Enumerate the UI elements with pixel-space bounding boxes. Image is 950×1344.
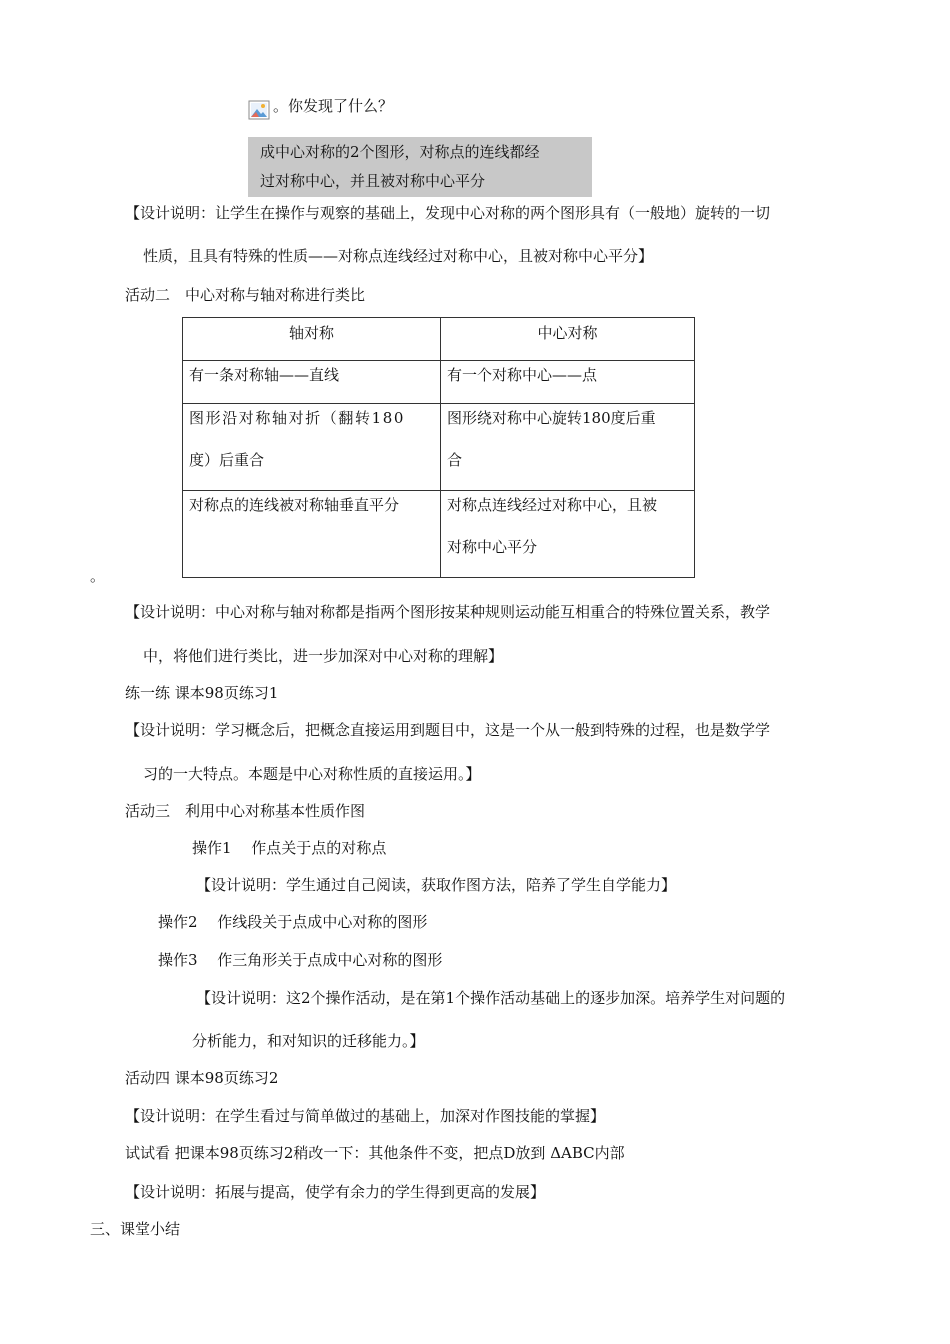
table-row [183, 491, 695, 578]
design-note-4: 【设计说明：在学生看过与简单做过的基础上，加深对作图技能的掌握】 [125, 1107, 606, 1125]
design-note-5: 【设计说明：拓展与提高，使学有余力的学生得到更高的发展】 [125, 1183, 546, 1201]
design-note-ops-line-2: 分析能力，和对知识的迁移能力。】 [192, 1032, 425, 1050]
design-note-3-line-2: 习的一大特点。本题是中心对称性质的直接运用。】 [143, 765, 481, 783]
operation-3: 操作3 作三角形关于点成中心对称的图形 [158, 951, 443, 969]
operation-1: 操作1 作点关于点的对称点 [192, 839, 387, 857]
table-cell: 图形绕对称中心旋转180度后重 合 [441, 404, 695, 491]
design-note-op1: 【设计说明：学生通过自己阅读，获取作图方法，陪养了学生自学能力】 [196, 876, 677, 894]
practice-1: 练一练 课本98页练习1 [125, 684, 279, 702]
design-note-2-line-2: 中，将他们进行类比，进一步加深对中心对称的理解】 [143, 647, 504, 665]
table-cell: 有一个对称中心——点 [441, 361, 695, 404]
table-cell: 图形沿对称轴对折（翻转180 度）后重合 [183, 404, 441, 491]
design-note-2-line-1: 【设计说明：中心对称与轴对称都是指两个图形按某种规则运动能互相重合的特殊位置关系，教学 [125, 603, 771, 621]
operation-2: 操作2 作线段关于点成中心对称的图形 [158, 913, 428, 931]
design-note-1-line-1: 【设计说明：让学生在操作与观察的基础上，发现中心对称的两个图形具有（一般地）旋转的一切 [125, 204, 771, 222]
answer-box [248, 137, 592, 197]
table-header-axial: 轴对称 [183, 318, 441, 361]
answer-line-1: 成中心对称的2个图形，对称点的连线都经 [260, 143, 540, 161]
activity-2-title: 活动二 中心对称与轴对称进行类比 [125, 286, 366, 304]
design-note-3-line-1: 【设计说明：学习概念后，把概念直接运用到题目中，这是一个从一般到特殊的过程，也是数学学 [125, 721, 771, 739]
table-row [183, 404, 695, 491]
comparison-table [182, 317, 695, 578]
answer-line-2: 过对称中心，并且被对称中心平分 [260, 172, 486, 190]
question-text: 。你发现了什么？ [273, 97, 394, 115]
broken-image-icon [248, 100, 270, 120]
try-it: 试试看 把课本98页练习2稍改一下：其他条件不变，把点D放到 ΔABC内部 [125, 1144, 625, 1162]
table-header-central: 中心对称 [441, 318, 695, 361]
table-row [183, 361, 695, 404]
after-table-mark: 。 [90, 567, 106, 585]
activity-4-title: 活动四 课本98页练习2 [125, 1069, 279, 1087]
activity-3-title: 活动三 利用中心对称基本性质作图 [125, 802, 366, 820]
table-header-row [183, 318, 695, 361]
design-note-ops-line-1: 【设计说明：这2个操作活动，是在第1个操作活动基础上的逐步加深。培养学生对问题的 [196, 989, 786, 1007]
design-note-1-line-2: 性质，且具有特殊的性质——对称点连线经过对称中心，且被对称中心平分】 [143, 247, 654, 265]
table-cell: 对称点连线经过对称中心，且被 对称中心平分 [441, 491, 695, 578]
table-cell: 有一条对称轴——直线 [183, 361, 441, 404]
section-3-heading: 三、课堂小结 [90, 1220, 181, 1238]
table-cell: 对称点的连线被对称轴垂直平分 [183, 491, 441, 578]
